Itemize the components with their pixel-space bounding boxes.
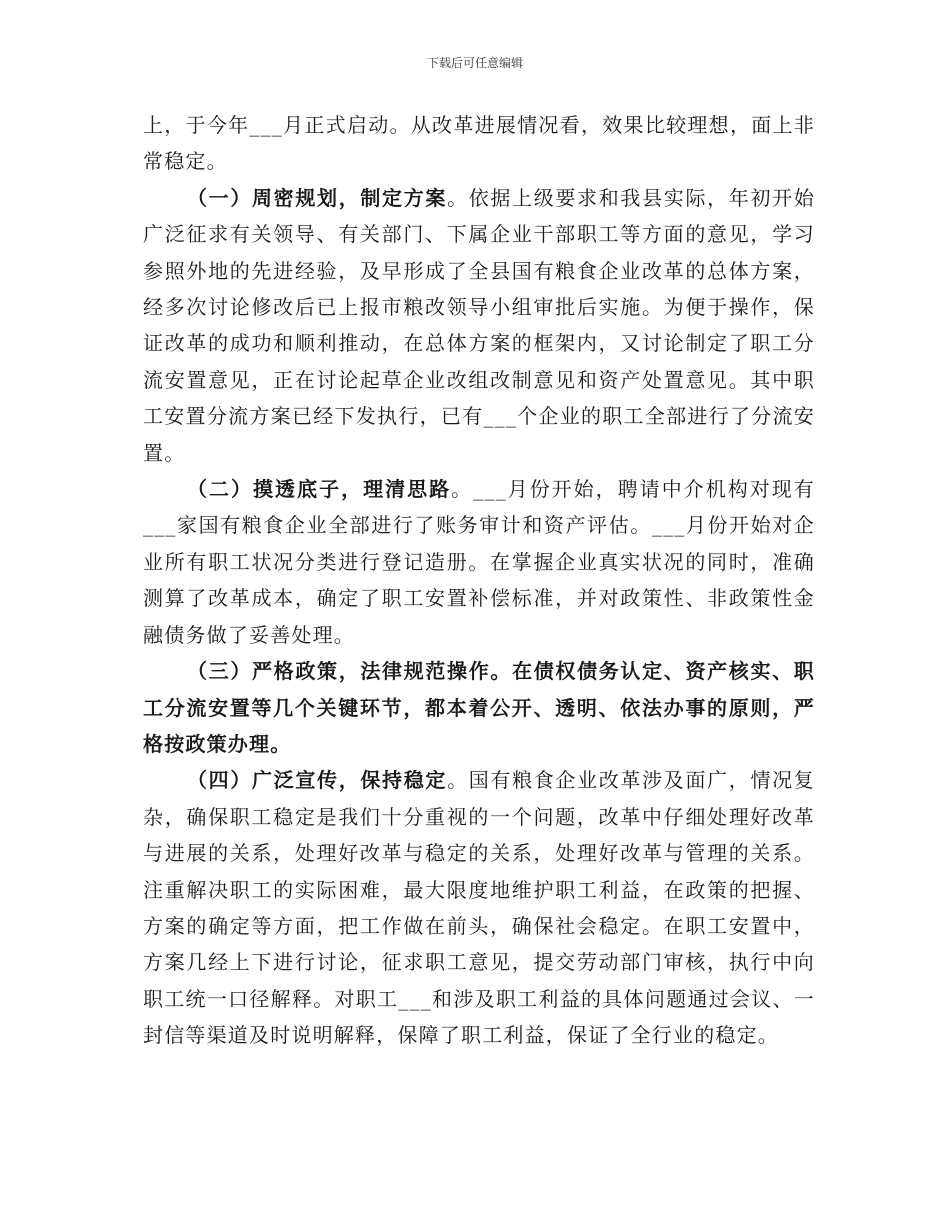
- section-1-text: 。依据上级要求和我县实际，年初开始广泛征求有关领导、有关部门、下属企业干部职工等方面的意见，学习参照外地的先进经验，及早形成了全县国有粮食企业改革的总体方案，经多次讨论修改后已上报市粮改领导小组审批后实施。为便于操作，保证改革的成功和顺利推动，在总体方案的框架内，又讨论制定了职工分流安置意见，正在讨论起草企业改组改制意见和资产处置意见。其中职工安置分流方案已经下发执行，已有___个企业的职工全部进行了分流安置。: [143, 185, 815, 465]
- section-3-heading: （三）严格政策，法律规范操作。: [187, 659, 513, 684]
- section-4-heading: （四）广泛宣传，保持稳定: [187, 768, 448, 793]
- document-body: [143, 107, 815, 1054]
- section-3-text: 在债权债务认定、资产核实、职工分流安置等几个关键环节，都本着公开、透明、依法办事的原则，严格按政策办理。: [143, 659, 816, 756]
- paragraph-continued: 上，于今年___月正式启动。从改革进展情况看，效果比较理想，面上非常稳定。: [143, 113, 815, 174]
- paragraph-section-3: [143, 653, 815, 762]
- paragraph-section-2: [143, 471, 815, 653]
- section-1-heading: （一）周密规划，制定方案: [187, 185, 448, 210]
- section-4-text: 。国有粮食企业改革涉及面广，情况复杂，确保职工稳定是我们十分重视的一个问题，改革中仔细处理好改革与进展的关系，处理好改革与稳定的关系，处理好改革与管理的关系。注重解决职工的实际困难，最大限度地维护职工利益，在政策的把握、方案的确定等方面，把工作做在前头，确保社会稳定。在职工安置中，方案几经上下进行讨论，征求职工意见，提交劳动部门审核，执行中向职工统一口径解释。对职工___和涉及职工利益的具体问题通过会议、一封信等渠道及时说明解释，保障了职工利益，保证了全行业的稳定。: [143, 768, 815, 1048]
- paragraph-section-4: [143, 762, 815, 1053]
- paragraph-section-1: [143, 180, 815, 471]
- section-2-text: 。___月份开始，聘请中介机构对现有___家国有粮食企业全部进行了账务审计和资产评估。___月份开始对企业所有职工状况分类进行登记造册。在掌握企业真实状况的同时，准确测算了改革成本，确定了职工安置补偿标准，并对政策性、非政策性金融债务做了妥善处理。: [143, 477, 815, 647]
- page-header: 下载后可任意编辑: [426, 56, 523, 70]
- section-2-heading: （二）摸透底子，理清思路: [187, 477, 452, 502]
